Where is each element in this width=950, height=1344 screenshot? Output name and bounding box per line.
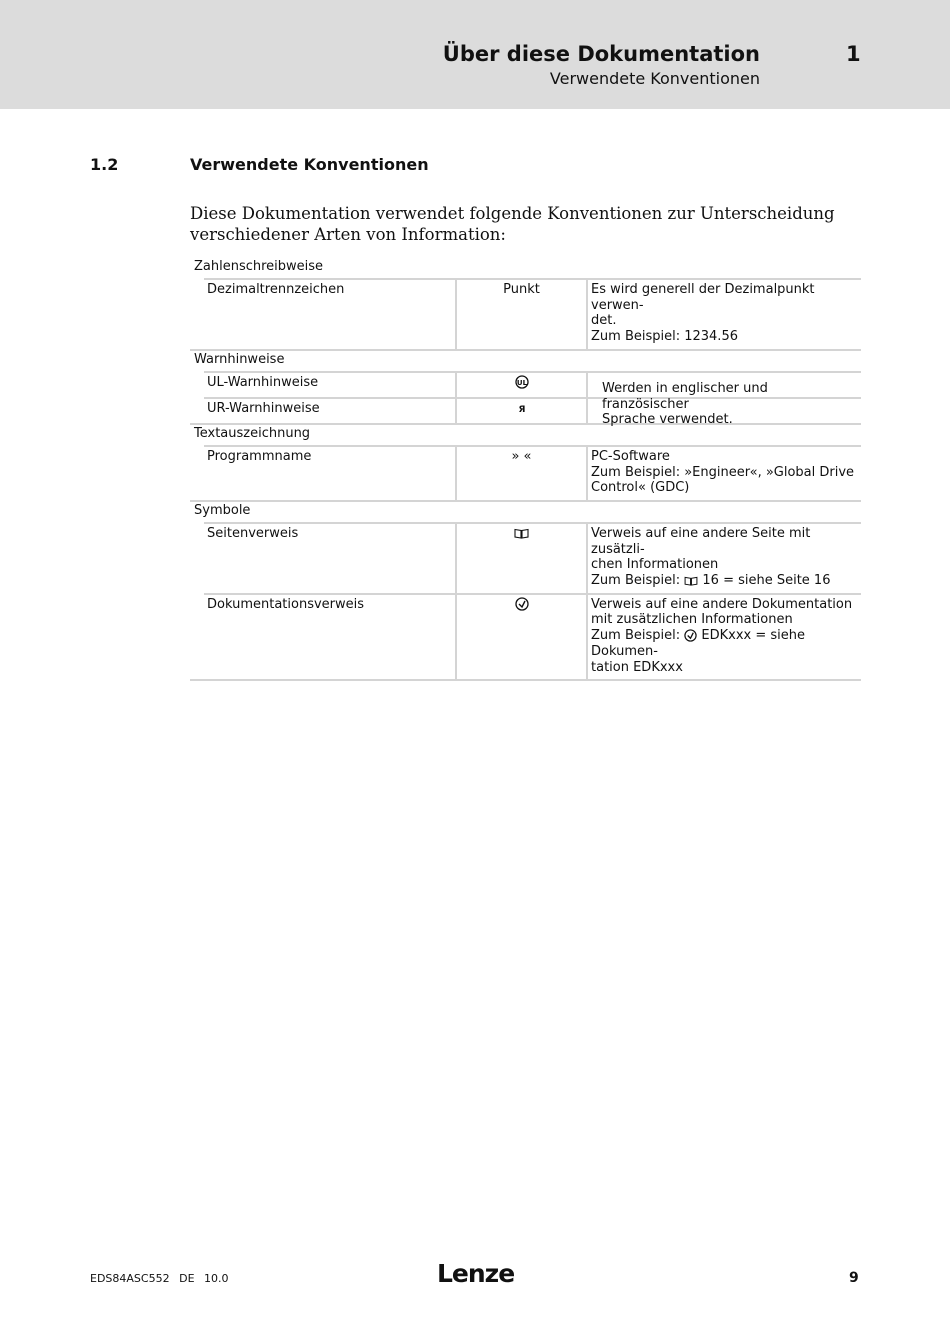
section-title: Verwendete Konventionen (190, 155, 429, 174)
row-name: Programmname (204, 447, 457, 500)
row-name: UR-Warnhinweise (204, 399, 457, 423)
desc-line: mit zusätzlichen Informationen (591, 612, 793, 628)
row-mark (457, 399, 588, 423)
desc-line: Zum Beispiel: 16 = siehe Seite 16 (591, 573, 831, 589)
category-zahlenschreibweise: Zahlenschreibweise (194, 259, 324, 274)
desc-line: tation EDKxxx (591, 659, 683, 675)
row-description (588, 280, 861, 349)
table-row (204, 593, 861, 680)
section-number: 1.2 (90, 155, 119, 174)
desc-line: Control« (GDC) (591, 480, 690, 496)
page-header (0, 0, 950, 109)
category-textauszeichnung: Textauszeichnung (194, 425, 311, 441)
chapter-number: 1 (846, 42, 861, 66)
warning-rows (190, 371, 861, 428)
book-icon (514, 528, 529, 539)
row-mark: Punkt (457, 280, 588, 349)
row-name: Dezimaltrennzeichen (204, 280, 457, 349)
header-subtitle: Verwendete Konventionen (549, 69, 760, 88)
document-link-icon (684, 629, 697, 642)
category-warnhinweise: Warnhinweise (194, 351, 285, 367)
desc-line: det. (591, 313, 617, 329)
table-row (204, 278, 861, 349)
desc-line: Zum Beispiel: 1234.56 (591, 329, 738, 345)
desc-line: Verweis auf eine andere Seite mit zusätzli- (591, 525, 811, 557)
desc-line: Zum Beispiel: »Engineer«, »Global Drive (591, 464, 855, 480)
doc-language: DE (179, 1272, 195, 1285)
row-mark: » « (457, 447, 588, 500)
row-name: UL-Warnhinweise (204, 373, 457, 397)
row-mark (457, 595, 588, 680)
table-row (204, 522, 861, 593)
doc-id: EDS84ASC552 (90, 1272, 170, 1285)
row-name: Dokumentationsverweis (204, 595, 457, 680)
desc-line: Es wird generell der Dezimalpunkt verwen- (591, 282, 815, 313)
svg-text:UL: UL (516, 379, 527, 388)
row-mark (457, 373, 588, 397)
conventions-table (190, 258, 861, 681)
desc-line: Werden in englischer und französischer (602, 380, 768, 412)
intro-paragraph: Diese Dokumentation verwendet folgende Konventionen zur Unterscheidung verschiedener Arten von Information: (190, 204, 835, 244)
table-row (204, 445, 861, 500)
category-symbole: Symbole (194, 502, 251, 518)
row-mark (457, 524, 588, 593)
warning-description (602, 381, 857, 428)
desc-line: Sprache verwendet. (602, 412, 733, 428)
footer-doc-info (90, 1272, 235, 1285)
desc-line: PC-Software (591, 448, 670, 464)
svg-text:Я: Я (518, 405, 525, 414)
row-name: Seitenverweis (204, 524, 457, 593)
page-number: 9 (849, 1270, 859, 1286)
desc-line: Zum Beispiel: EDKxxx = siehe Dokumen- (591, 628, 805, 659)
desc-line: Verweis auf eine andere Dokumentation (591, 596, 853, 612)
row-description (588, 524, 861, 593)
document-link-icon (515, 597, 529, 611)
book-icon (684, 576, 698, 586)
lenze-logo: Lenze (437, 1259, 515, 1288)
row-description (588, 595, 861, 680)
row-description (588, 447, 861, 500)
ur-mark-icon (515, 403, 529, 413)
ul-mark-icon (515, 375, 529, 389)
desc-line: chen Informationen (591, 557, 719, 573)
doc-version: 10.0 (204, 1272, 229, 1285)
header-title: Über diese Dokumentation (442, 42, 760, 66)
